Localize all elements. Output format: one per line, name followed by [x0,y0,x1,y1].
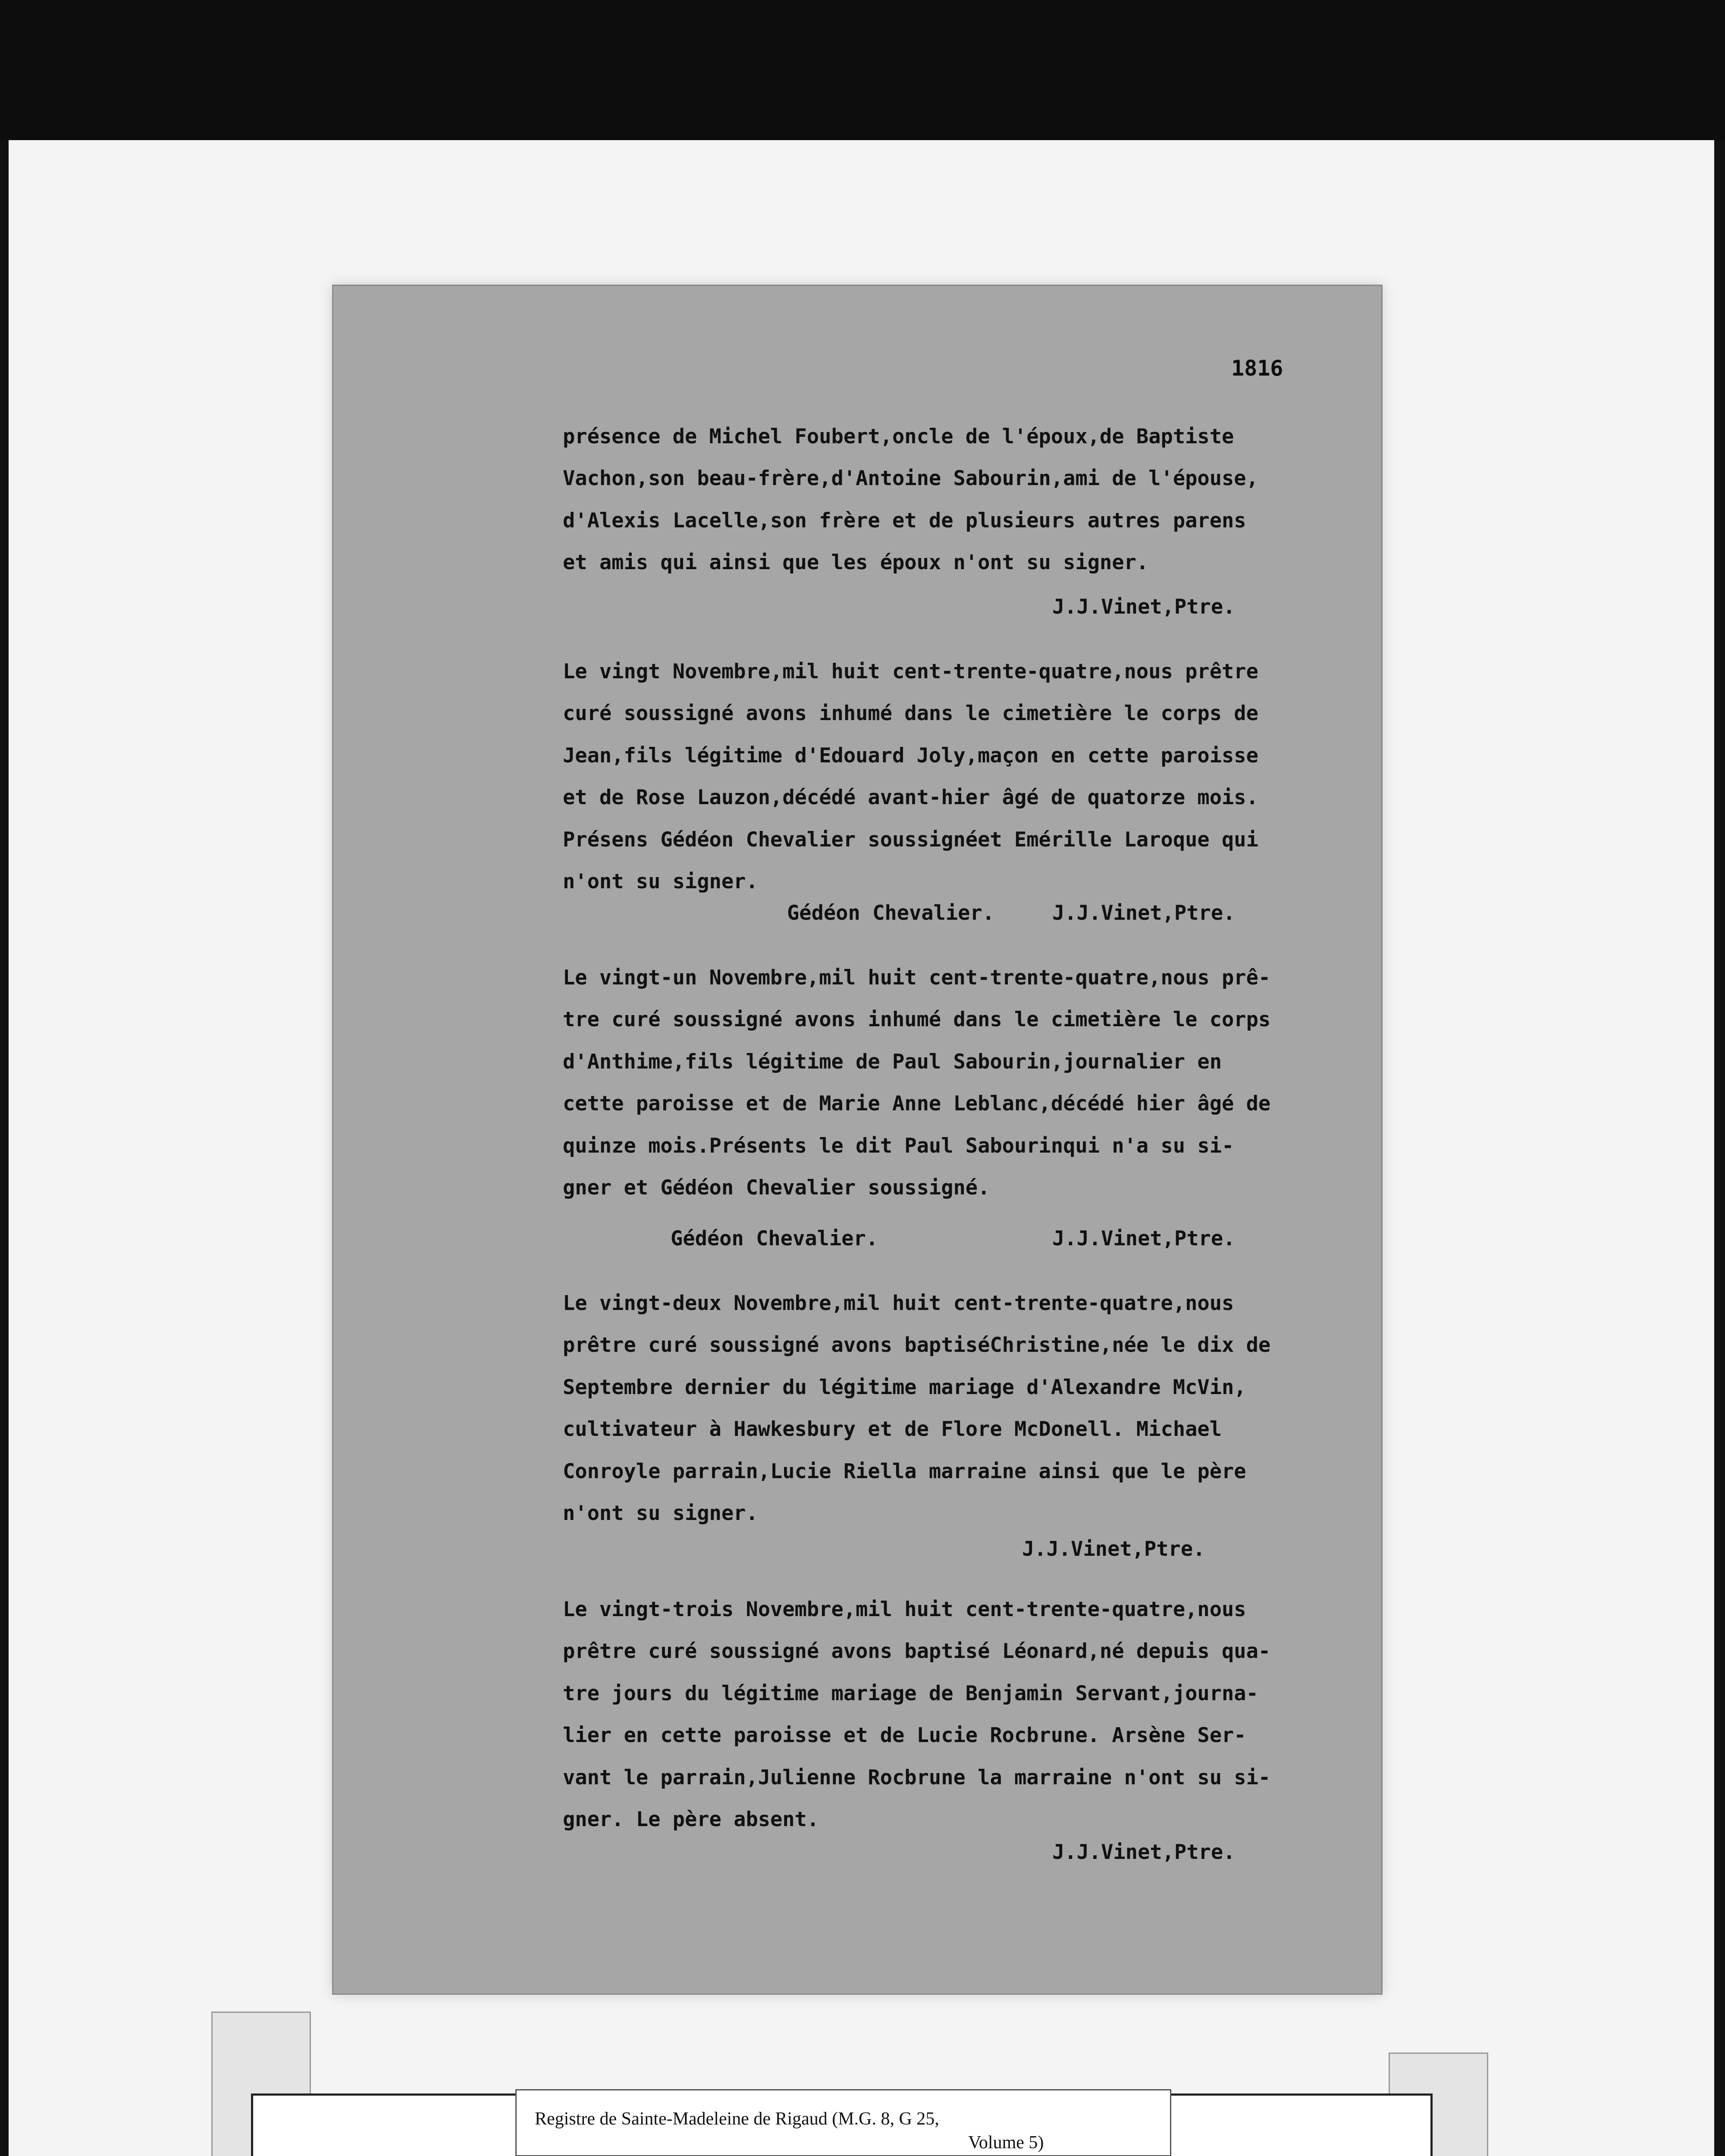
entry-1-line-2: Vachon,son beau-frère,d'Antoine Sabourin,ami de l'épouse, [563,467,1258,490]
reference-line-2: Volume 5) [968,2133,1044,2153]
entry-2-signature-priest: J.J.Vinet,Ptre. [1052,901,1236,925]
entry-5-line-5: vant le parrain,Julienne Rocbrune la marraine n'ont su si- [563,1766,1271,1789]
entry-2-line-3: Jean,fils légitime d'Edouard Joly,maçon en cette paroisse [563,744,1258,768]
entry-5-line-4: lier en cette paroisse et de Lucie Rocbrune. Arsène Ser- [563,1724,1246,1747]
entry-2-line-5: Présens Gédéon Chevalier soussignéet Emérille Laroque qui [563,828,1258,852]
page-number: 1816 [1231,356,1283,381]
scan-right-border [1714,140,1725,2156]
entry-1-line-3: d'Alexis Lacelle,son frère et de plusieurs autres parens [563,509,1246,533]
entry-5-line-1: Le vingt-trois Novembre,mil huit cent-trente-quatre,nous [563,1598,1246,1621]
entry-4-line-1: Le vingt-deux Novembre,mil huit cent-trente-quatre,nous [563,1291,1234,1315]
entry-2-line-2: curé soussigné avons inhumé dans le cimetière le corps de [563,702,1258,725]
entry-5-line-3: tre jours du légitime mariage de Benjamin Servant,journa- [563,1682,1258,1705]
entry-3-signature-priest: J.J.Vinet,Ptre. [1052,1227,1236,1250]
entry-5-signature-priest: J.J.Vinet,Ptre. [1052,1840,1236,1864]
entry-3-line-1: Le vingt-un Novembre,mil huit cent-trente-quatre,nous prê- [563,966,1271,990]
entry-2-line-4: et de Rose Lauzon,décédé avant-hier âgé de quatorze mois. [563,786,1258,809]
scanner-top-band [0,0,1725,140]
entry-3-line-5: quinze mois.Présents le dit Paul Sabourinqui n'a su si- [563,1134,1234,1158]
entry-4-line-6: n'ont su signer. [563,1501,758,1525]
entry-2-signature-witness: Gédéon Chevalier. [787,901,995,925]
entry-3-line-4: cette paroisse et de Marie Anne Leblanc,décédé hier âgé de [563,1092,1271,1116]
entry-1-line-1: présence de Michel Foubert,oncle de l'époux,de Baptiste [563,425,1234,448]
entry-4-line-3: Septembre dernier du légitime mariage d'Alexandre McVin, [563,1376,1246,1399]
entry-5-line-2: prêtre curé soussigné avons baptisé Léonard,né depuis qua- [563,1639,1271,1663]
entry-3-line-2: tre curé soussigné avons inhumé dans le cimetière le corps [563,1008,1271,1031]
entry-4-line-4: cultivateur à Hawkesbury et de Flore McDonell. Michael [563,1417,1222,1441]
entry-4-line-5: Conroyle parrain,Lucie Riella marraine ainsi que le père [563,1460,1246,1483]
entry-4-line-2: prêtre curé soussigné avons baptiséChristine,née le dix de [563,1333,1271,1357]
scan-left-border [0,140,9,2156]
entry-3-signature-witness: Gédéon Chevalier. [671,1227,878,1250]
entry-3-line-6: gner et Gédéon Chevalier soussigné. [563,1176,990,1200]
entry-2-line-6: n'ont su signer. [563,870,758,893]
entry-4-signature-priest: J.J.Vinet,Ptre. [1022,1537,1205,1561]
entry-5-line-6: gner. Le père absent. [563,1808,819,1831]
entry-3-line-3: d'Anthime,fils légitime de Paul Sabourin,journalier en [563,1050,1222,1074]
entry-1-signature-priest: J.J.Vinet,Ptre. [1052,595,1236,619]
reference-line-1: Registre de Sainte-Madeleine de Rigaud (M.G. 8, G 25, [535,2109,939,2129]
entry-1-line-4: et amis qui ainsi que les époux n'ont su signer. [563,551,1149,574]
entry-2-line-1: Le vingt Novembre,mil huit cent-trente-quatre,nous prêtre [563,660,1258,683]
